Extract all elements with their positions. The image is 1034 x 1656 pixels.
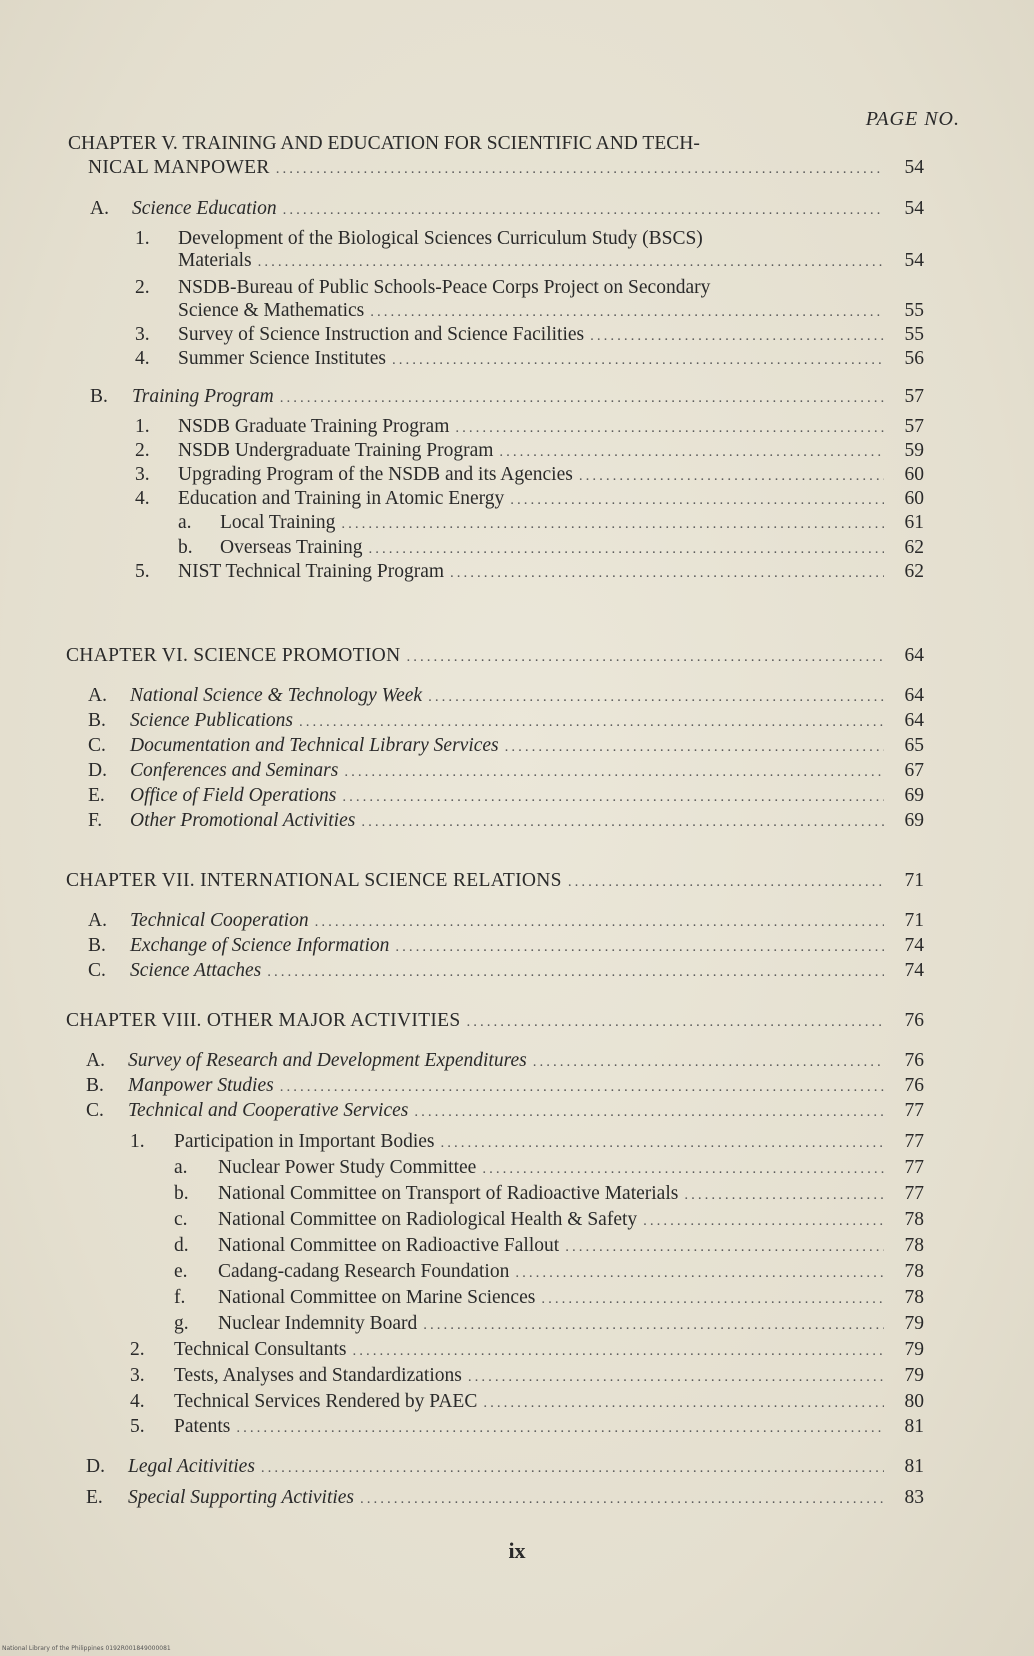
toc-entry-label: Training Program bbox=[132, 386, 274, 407]
toc-entry-number: A. bbox=[88, 685, 107, 706]
toc-entry-subsection[interactable] bbox=[135, 348, 924, 371]
toc-entry-label: Science Publications bbox=[130, 710, 293, 731]
toc-entry-number: b. bbox=[178, 537, 193, 558]
dot-leader bbox=[395, 936, 884, 958]
toc-page-number: 74 bbox=[904, 960, 924, 981]
dot-leader bbox=[368, 538, 884, 560]
dot-leader bbox=[276, 158, 884, 180]
toc-entry-subsection[interactable] bbox=[130, 1391, 924, 1414]
toc-entry-number: B. bbox=[86, 1075, 104, 1096]
dot-leader bbox=[499, 441, 884, 463]
toc-entry-number-line1: 1. bbox=[135, 228, 150, 249]
toc-entry-number: F. bbox=[88, 810, 103, 831]
toc-entry-number: b. bbox=[174, 1183, 189, 1204]
toc-page-number: 71 bbox=[904, 870, 924, 891]
toc-entry-label: CHAPTER VI. SCIENCE PROMOTION bbox=[66, 645, 401, 666]
toc-page-number: 77 bbox=[904, 1183, 924, 1204]
toc-entry-label: Survey of Research and Development Expenditures bbox=[128, 1050, 527, 1071]
toc-entry-number: E. bbox=[86, 1487, 103, 1508]
toc-page-number: 54 bbox=[904, 157, 924, 178]
toc-entry-chapter-8[interactable] bbox=[66, 1010, 924, 1033]
page-number-footer: ix bbox=[508, 1538, 526, 1563]
toc-page-number: 60 bbox=[904, 488, 924, 509]
dot-leader bbox=[590, 325, 884, 347]
toc-entry-number: C. bbox=[86, 1100, 104, 1121]
toc-entry-item[interactable] bbox=[174, 1313, 924, 1336]
dot-leader bbox=[344, 761, 884, 783]
toc-page-number: 64 bbox=[904, 710, 924, 731]
toc-entry-subsection[interactable] bbox=[178, 300, 924, 323]
toc-page-number: 57 bbox=[904, 386, 924, 407]
archive-stamp: National Library of the Philippines 0192R001849000081 bbox=[2, 1645, 171, 1652]
toc-page-number: 54 bbox=[904, 250, 924, 271]
toc-entry-section[interactable] bbox=[88, 710, 924, 733]
toc-entry-number: A. bbox=[90, 198, 109, 219]
toc-page-number: 81 bbox=[904, 1416, 924, 1437]
toc-entry-item[interactable] bbox=[174, 1209, 924, 1232]
toc-entry-section[interactable] bbox=[86, 1487, 924, 1510]
toc-entry-label: Technical and Cooperative Services bbox=[128, 1100, 409, 1121]
toc-entry-section[interactable] bbox=[88, 810, 924, 833]
toc-entry-number: E. bbox=[88, 785, 105, 806]
toc-page-number: 77 bbox=[904, 1131, 924, 1152]
toc-entry-number: 3. bbox=[135, 464, 150, 485]
dot-leader bbox=[483, 1392, 884, 1414]
dot-leader bbox=[565, 1236, 884, 1258]
dot-leader bbox=[352, 1340, 884, 1362]
toc-page-number: 64 bbox=[904, 685, 924, 706]
toc-entry-label: Cadang-cadang Research Foundation bbox=[218, 1261, 510, 1282]
toc-page-number: 59 bbox=[904, 440, 924, 461]
toc-entry-number: f. bbox=[174, 1287, 186, 1308]
toc-entry-label: NIST Technical Training Program bbox=[178, 561, 445, 582]
toc-page-number: 83 bbox=[904, 1487, 924, 1508]
toc-page-number: 62 bbox=[904, 561, 924, 582]
toc-entry-label: Materials bbox=[178, 250, 252, 271]
dot-leader bbox=[360, 1488, 884, 1510]
toc-entry-number: 4. bbox=[135, 348, 150, 369]
toc-page-number: 79 bbox=[904, 1339, 924, 1360]
dot-leader bbox=[482, 1158, 884, 1180]
toc-entry-section[interactable] bbox=[88, 935, 924, 958]
toc-page-number: 77 bbox=[904, 1100, 924, 1121]
toc-page-number: 76 bbox=[904, 1050, 924, 1071]
toc-entry-label: CHAPTER VII. INTERNATIONAL SCIENCE RELATIONS bbox=[66, 870, 562, 891]
dot-leader bbox=[423, 1314, 884, 1336]
toc-entry-label: NICAL MANPOWER bbox=[88, 157, 270, 178]
toc-entry-section[interactable] bbox=[90, 198, 924, 221]
toc-entry-subsection[interactable] bbox=[130, 1416, 924, 1439]
toc-entry-section[interactable] bbox=[88, 910, 924, 933]
toc-entry-subsection[interactable] bbox=[135, 416, 924, 439]
toc-entry-subsection[interactable] bbox=[135, 324, 924, 347]
dot-leader bbox=[315, 911, 884, 933]
toc-entry-number: 1. bbox=[135, 416, 150, 437]
toc-page-number: 69 bbox=[904, 785, 924, 806]
dot-leader bbox=[267, 961, 884, 983]
toc-page-number: 81 bbox=[904, 1456, 924, 1477]
toc-entry-item[interactable] bbox=[178, 512, 924, 535]
toc-page-number: 77 bbox=[904, 1157, 924, 1178]
toc-page-number: 67 bbox=[904, 760, 924, 781]
toc-entry-number: C. bbox=[88, 735, 106, 756]
toc-entry-label: Overseas Training bbox=[220, 537, 363, 558]
toc-entry-label: Technical Services Rendered by PAEC bbox=[174, 1391, 478, 1412]
toc-page-number: 61 bbox=[904, 512, 924, 533]
dot-leader bbox=[342, 786, 884, 808]
toc-entry-number: B. bbox=[90, 386, 108, 407]
toc-entry-item[interactable] bbox=[174, 1235, 924, 1258]
toc-entry-item[interactable] bbox=[178, 537, 924, 560]
dot-leader bbox=[684, 1184, 884, 1206]
dot-leader bbox=[370, 301, 884, 323]
toc-entry-section[interactable] bbox=[88, 760, 924, 783]
toc-entry-label: Local Training bbox=[220, 512, 336, 533]
toc-entry-label: National Committee on Radioactive Fallout bbox=[218, 1235, 560, 1256]
toc-entry-subsection[interactable] bbox=[130, 1339, 924, 1362]
dot-leader bbox=[392, 349, 884, 371]
dot-leader bbox=[261, 1457, 884, 1479]
dot-leader bbox=[533, 1051, 884, 1073]
toc-entry-section[interactable] bbox=[86, 1075, 924, 1098]
toc-page-number: 54 bbox=[904, 198, 924, 219]
toc-page-number: 78 bbox=[904, 1235, 924, 1256]
toc-entry-label: Office of Field Operations bbox=[130, 785, 337, 806]
toc-entry-subsection[interactable] bbox=[130, 1365, 924, 1388]
toc-entry-chapter-6[interactable] bbox=[66, 645, 924, 668]
toc-entry-label: National Committee on Transport of Radioactive Materials bbox=[218, 1183, 679, 1204]
dot-leader bbox=[283, 199, 884, 221]
toc-entry-number: B. bbox=[88, 935, 106, 956]
toc-entry-number: d. bbox=[174, 1235, 189, 1256]
toc-entry-number: 4. bbox=[135, 488, 150, 509]
toc-entry-item[interactable] bbox=[174, 1157, 924, 1180]
toc-entry-number: D. bbox=[88, 760, 107, 781]
toc-entry-label: CHAPTER VIII. OTHER MAJOR ACTIVITIES bbox=[66, 1010, 461, 1031]
toc-entry-subsection[interactable] bbox=[130, 1131, 924, 1154]
toc-entry-number: a. bbox=[178, 512, 192, 533]
toc-entry-number: D. bbox=[86, 1456, 105, 1477]
toc-entry-label: Special Supporting Activities bbox=[128, 1487, 355, 1508]
toc-entry-chapter-7[interactable] bbox=[66, 870, 924, 893]
toc-entry-number: A. bbox=[86, 1050, 105, 1071]
toc-page-number: 56 bbox=[904, 348, 924, 369]
toc-entry-number: 4. bbox=[130, 1391, 145, 1412]
toc-entry-label: Technical Consultants bbox=[174, 1339, 347, 1360]
toc-entry-section[interactable] bbox=[90, 386, 924, 409]
toc-entry-number: 1. bbox=[130, 1131, 145, 1152]
toc-page-number: 64 bbox=[904, 645, 924, 666]
dot-leader bbox=[414, 1101, 884, 1123]
toc-entry-line1: NSDB-Bureau of Public Schools-Peace Corps Project on Secondary bbox=[178, 277, 711, 298]
toc-entry-number: c. bbox=[174, 1209, 188, 1230]
toc-entry-label: Exchange of Science Information bbox=[130, 935, 390, 956]
toc-entry-subsection[interactable] bbox=[135, 464, 924, 487]
toc-entry-item[interactable] bbox=[174, 1183, 924, 1206]
toc-entry-subsection[interactable] bbox=[135, 488, 924, 511]
toc-page-number: 78 bbox=[904, 1287, 924, 1308]
toc-page-number: 78 bbox=[904, 1209, 924, 1230]
toc-entry-number: B. bbox=[88, 710, 106, 731]
dot-leader bbox=[515, 1262, 884, 1284]
toc-entry-number: 5. bbox=[135, 561, 150, 582]
toc-entry-number: 3. bbox=[130, 1365, 145, 1386]
toc-entry-label: Science Education bbox=[132, 198, 277, 219]
toc-entry-subsection[interactable] bbox=[178, 250, 924, 273]
toc-entry-section[interactable] bbox=[86, 1456, 924, 1479]
toc-entry-section[interactable] bbox=[86, 1100, 924, 1123]
toc-entry-label: Manpower Studies bbox=[128, 1075, 274, 1096]
dot-leader bbox=[361, 811, 884, 833]
toc-entry-number: 2. bbox=[135, 440, 150, 461]
dot-leader bbox=[299, 711, 884, 733]
dot-leader bbox=[510, 489, 884, 511]
toc-entry-section[interactable] bbox=[86, 1050, 924, 1073]
toc-entry-label: Summer Science Institutes bbox=[178, 348, 386, 369]
dot-leader bbox=[643, 1210, 884, 1232]
toc-page-number: 80 bbox=[904, 1391, 924, 1412]
toc-entry-label: Survey of Science Instruction and Science Facilities bbox=[178, 324, 585, 345]
dot-leader bbox=[428, 686, 884, 708]
toc-entry-label: National Science & Technology Week bbox=[130, 685, 423, 706]
dot-leader bbox=[579, 465, 884, 487]
toc-page-number: 74 bbox=[904, 935, 924, 956]
toc-entry-label: Other Promotional Activities bbox=[130, 810, 356, 831]
toc-entry-label: National Committee on Radiological Health & Safety bbox=[218, 1209, 638, 1230]
toc-entry-label: Legal Acitivities bbox=[128, 1456, 255, 1477]
dot-leader bbox=[280, 387, 884, 409]
page-no-heading: PAGE NO. bbox=[865, 108, 960, 130]
toc-entry-label: Nuclear Power Study Committee bbox=[218, 1157, 477, 1178]
toc-entry-subsection[interactable] bbox=[135, 561, 924, 584]
dot-leader bbox=[280, 1076, 884, 1098]
dot-leader bbox=[505, 736, 884, 758]
toc-entry-number: 2. bbox=[130, 1339, 145, 1360]
toc-entry-number: e. bbox=[174, 1261, 188, 1282]
toc-entry-number: 5. bbox=[130, 1416, 145, 1437]
dot-leader bbox=[468, 1366, 884, 1388]
toc-page-number: 78 bbox=[904, 1261, 924, 1282]
dot-leader bbox=[541, 1288, 884, 1310]
toc-page-number: 60 bbox=[904, 464, 924, 485]
toc-page-number: 55 bbox=[904, 324, 924, 345]
toc-page-number: 76 bbox=[904, 1075, 924, 1096]
toc-entry-label: NSDB Undergraduate Training Program bbox=[178, 440, 494, 461]
toc-entry-label: Technical Cooperation bbox=[130, 910, 309, 931]
toc-entry-label: Participation in Important Bodies bbox=[174, 1131, 435, 1152]
toc-entry-number: A. bbox=[88, 910, 107, 931]
dot-leader bbox=[341, 513, 884, 535]
toc-page-number: 65 bbox=[904, 735, 924, 756]
toc-entry-section[interactable] bbox=[88, 735, 924, 758]
dot-leader bbox=[568, 871, 884, 893]
toc-entry-section[interactable] bbox=[88, 685, 924, 708]
toc-entry-number: 3. bbox=[135, 324, 150, 345]
toc-page-number: 71 bbox=[904, 910, 924, 931]
toc-entry-number: g. bbox=[174, 1313, 189, 1334]
toc-page-number: 62 bbox=[904, 537, 924, 558]
toc-page-number: 57 bbox=[904, 416, 924, 437]
toc-entry-label: Science Attaches bbox=[130, 960, 262, 981]
dot-leader bbox=[450, 562, 884, 584]
toc-entry-label: Tests, Analyses and Standardizations bbox=[174, 1365, 462, 1386]
toc-entry-chapter-5[interactable] bbox=[88, 157, 924, 180]
toc-entry-label: Science & Mathematics bbox=[178, 300, 365, 321]
toc-page-number: 79 bbox=[904, 1365, 924, 1386]
dot-leader bbox=[441, 1132, 885, 1154]
toc-entry-label: National Committee on Marine Sciences bbox=[218, 1287, 536, 1308]
toc-entry-item[interactable] bbox=[174, 1261, 924, 1284]
toc-entry-section[interactable] bbox=[88, 960, 924, 983]
dot-leader bbox=[455, 417, 884, 439]
toc-entry-section[interactable] bbox=[88, 785, 924, 808]
toc-entry-label: Documentation and Technical Library Services bbox=[130, 735, 499, 756]
toc-entry-label: Conferences and Seminars bbox=[130, 760, 339, 781]
toc-entry-label: Nuclear Indemnity Board bbox=[218, 1313, 418, 1334]
toc-entry-number: C. bbox=[88, 960, 106, 981]
toc-entry-number: a. bbox=[174, 1157, 188, 1178]
chapter-title-line1: CHAPTER V. TRAINING AND EDUCATION FOR SCIENTIFIC AND TECH- bbox=[68, 133, 700, 154]
toc-page-number: 79 bbox=[904, 1313, 924, 1334]
dot-leader bbox=[466, 1011, 884, 1033]
toc-page-number: 76 bbox=[904, 1010, 924, 1031]
toc-entry-line1: Development of the Biological Sciences Curriculum Study (BSCS) bbox=[178, 228, 703, 249]
toc-entry-label: Education and Training in Atomic Energy bbox=[178, 488, 505, 509]
toc-page-number: 69 bbox=[904, 810, 924, 831]
toc-page-number: 55 bbox=[904, 300, 924, 321]
dot-leader bbox=[258, 251, 884, 273]
toc-entry-label: Patents bbox=[174, 1416, 231, 1437]
toc-entry-label: Upgrading Program of the NSDB and its Agencies bbox=[178, 464, 573, 485]
toc-entry-label: NSDB Graduate Training Program bbox=[178, 416, 450, 437]
toc-entry-item[interactable] bbox=[174, 1287, 924, 1310]
toc-entry-subsection[interactable] bbox=[135, 440, 924, 463]
toc-entry-number-line1: 2. bbox=[135, 277, 150, 298]
dot-leader bbox=[406, 646, 884, 668]
dot-leader bbox=[236, 1417, 884, 1439]
